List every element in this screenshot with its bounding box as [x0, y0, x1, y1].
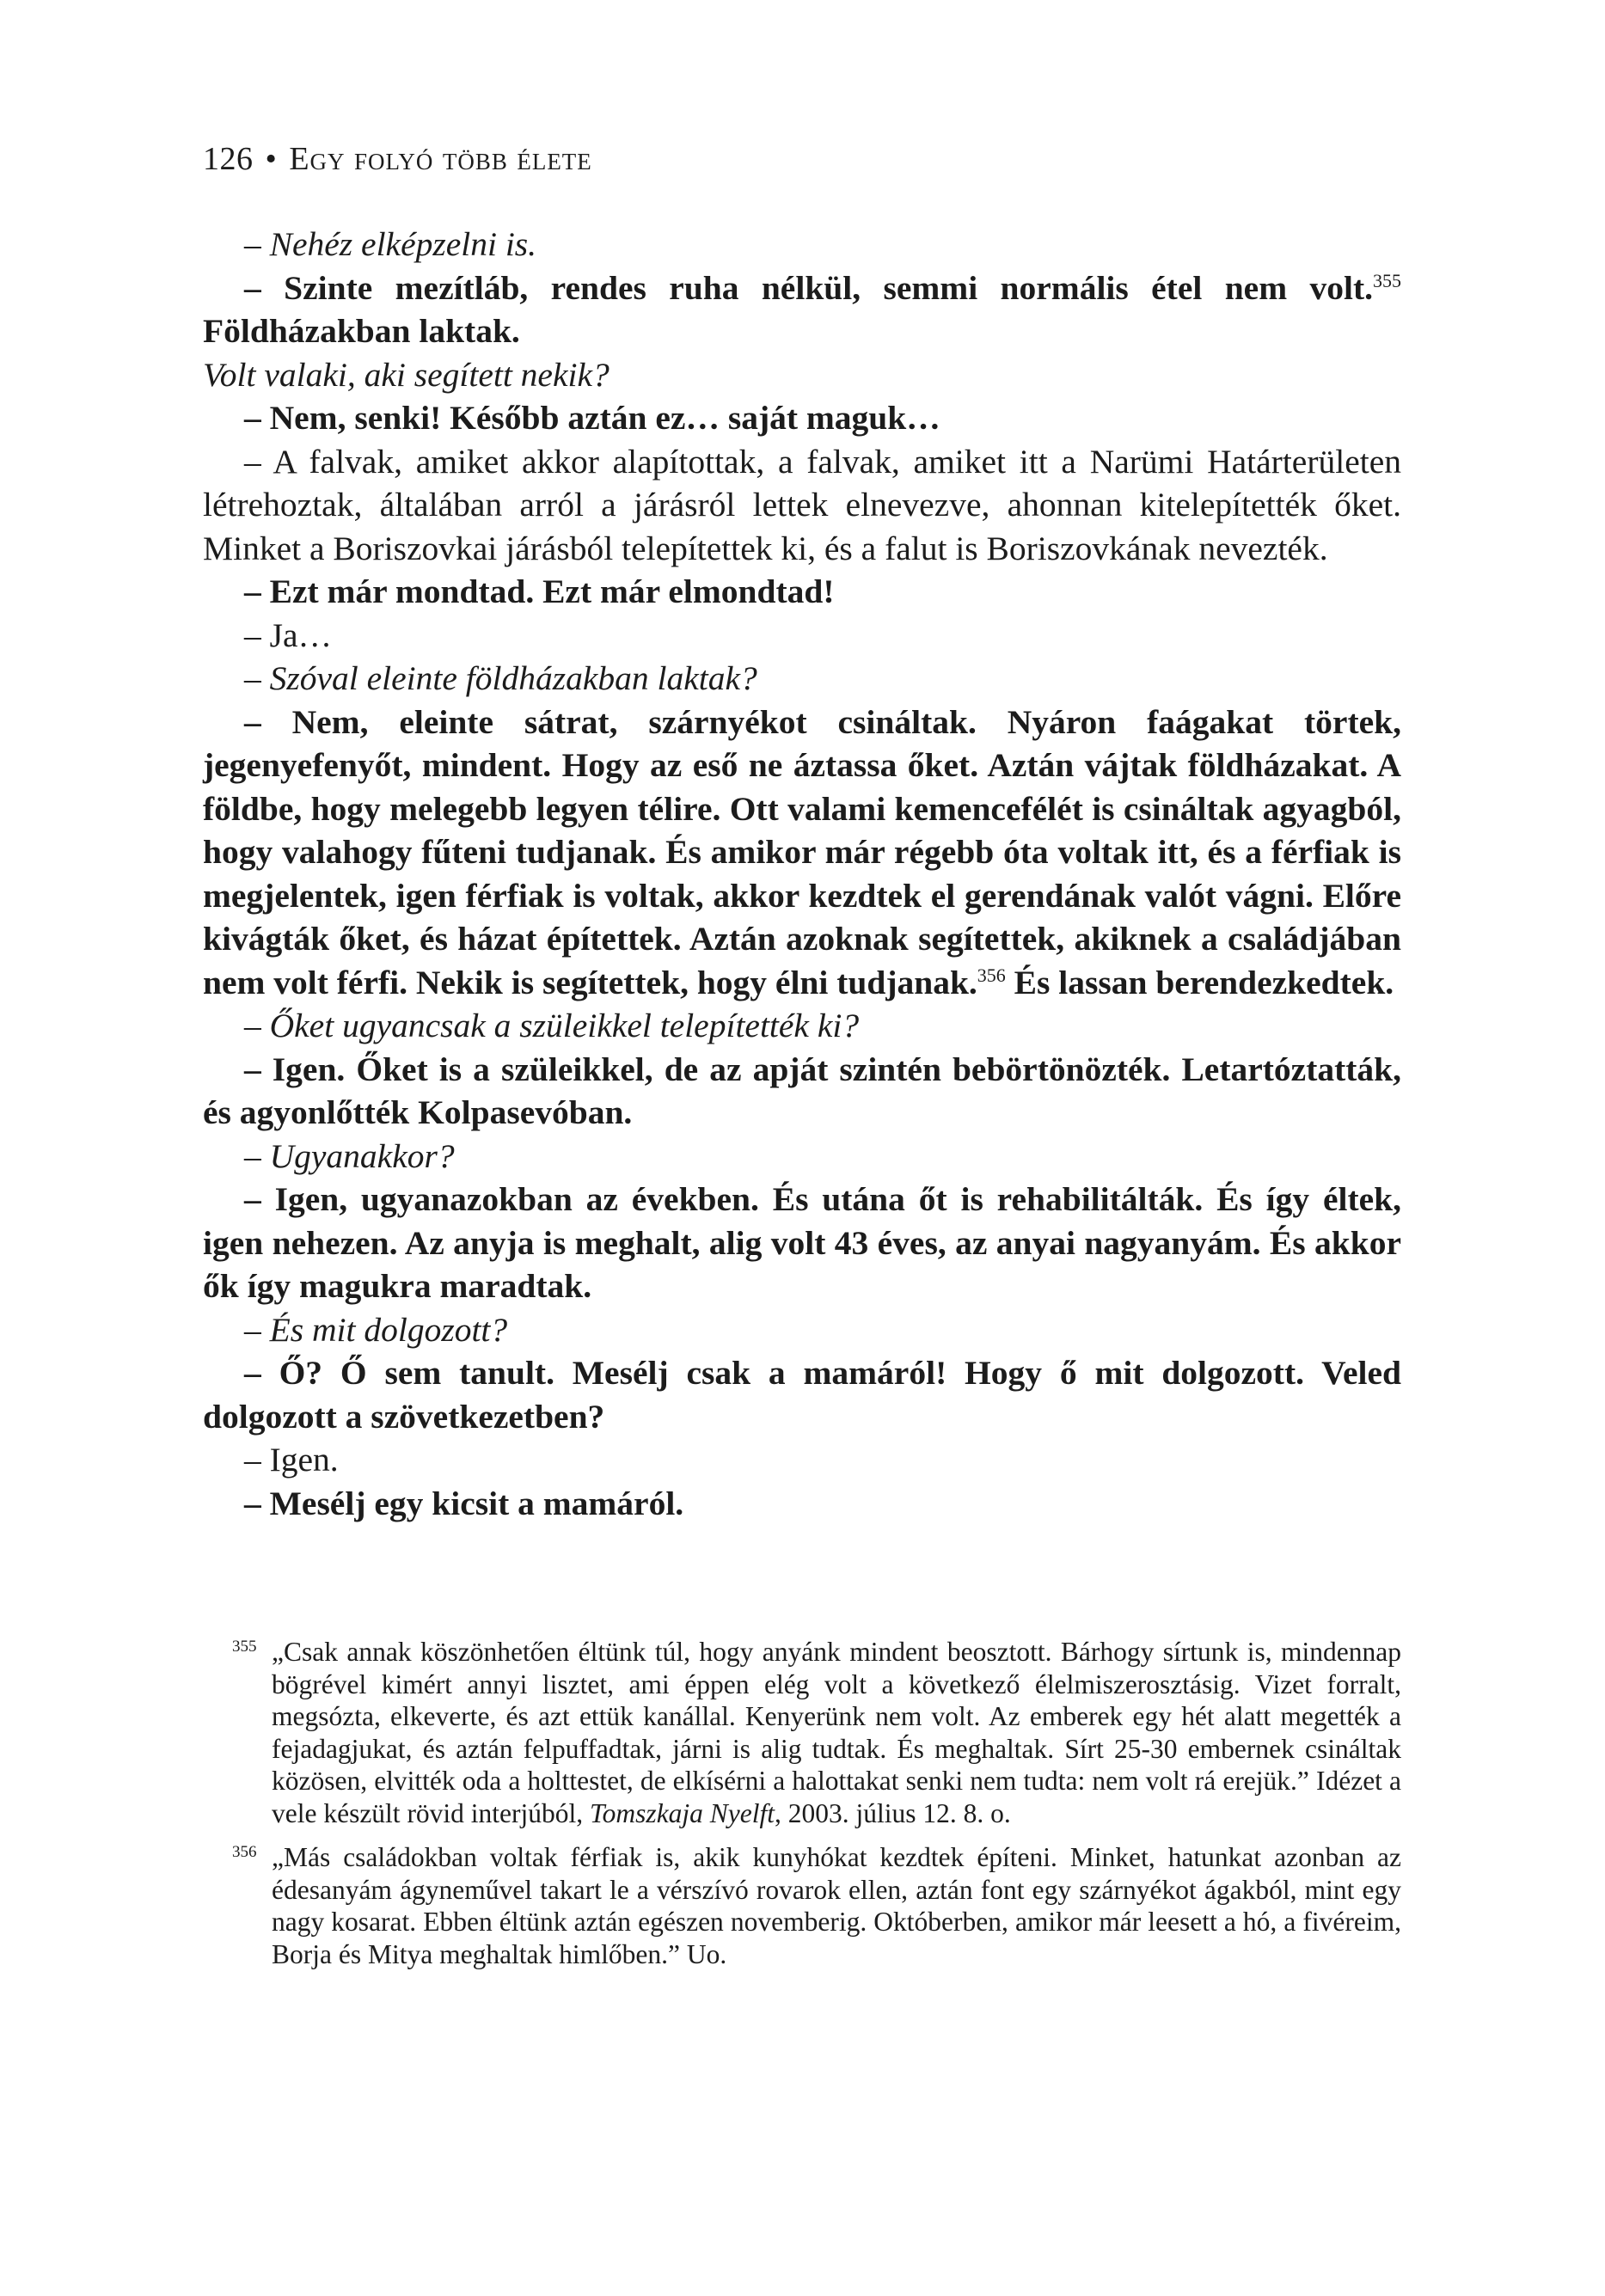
footnote-number: 355: [232, 1638, 257, 1656]
source-title: Tomszkaja Nyelft: [590, 1797, 775, 1828]
paragraph: – Szinte mezítláb, rendes ruha nélkül, semmi normális étel nem volt.$^{355}$ Földházakban laktak.: [203, 268, 1401, 350]
paragraph: – Ugyanakkor?: [244, 1136, 455, 1175]
main-text: [203, 223, 1401, 1525]
paragraph: – Nehéz elképzelni is.: [244, 225, 537, 263]
paragraph: – A falvak, amiket akkor alapítottak, a falvak, amiket itt a Narümi Határterületen létrehoztak, általában arról a járásról lettek elnevezve, ahonnan kitelepítették őket. Minket a Boriszovkai járásból telepítettek ki, és a falut is Boriszovkának nevezték.: [203, 442, 1401, 567]
paragraph: Volt valaki, aki segített nekik?: [203, 355, 610, 394]
page-number: 126: [203, 141, 254, 177]
paragraph: – Szóval eleinte földházakban laktak?: [244, 659, 757, 697]
paragraph: – Ő? Ő sem tanult. Mesélj csak a mamáról! Hogy ő mit dolgozott. Veled dolgozott a szövetkezetben?: [203, 1354, 1401, 1436]
paragraph: – Igen. Őket is a szüleikkel, de az apját szintén bebörtönözték. Letartóztatták, és agyonlőtték Kolpasevóban.: [203, 1050, 1401, 1131]
paragraph: – Nem, senki! Később aztán ez… saját maguk…: [244, 399, 940, 437]
footnote-number: 356: [232, 1843, 257, 1861]
paragraph: – Nem, eleinte sátrat, szárnyékot csináltak. Nyáron faágakat törtek, jegenyefenyőt, mindent. Hogy az eső ne áztassa őket. Aztán vájtak földházakat. A földbe, hogy melegebb legyen télire. Ott valami kemencefélét is csináltak agyagból, hogy valahogy fűteni tudjanak. És amikor már régebb óta voltak itt, és a férfiak is megjelentek, igen férfiak is voltak, akkor kezdtek el gerendának valót vágni. Előre kivágták őket, és házat építettek. Aztán azoknak segítettek, akiknek a családjában nem volt férfi. Nekik is segítettek, hogy élni tudjanak.$^{356}$ És lassan berendezkedtek.: [203, 702, 1401, 1001]
running-title: Egy folyó több élete: [289, 141, 592, 177]
paragraph: – Ezt már mondtad. Ezt már elmondtad!: [244, 572, 835, 610]
paragraph: – Igen, ugyanazokban az években. És utána őt is rehabilitálták. És így éltek, igen nehezen. Az anyja is meghalt, alig volt 43 éves, az anyai nagyanyám. És akkor ők így magukra maradtak.: [203, 1180, 1401, 1305]
running-header: [203, 138, 592, 181]
header-separator: •: [265, 141, 278, 177]
paragraph: – Igen.: [244, 1441, 339, 1479]
paragraph: – Őket ugyancsak a szüleikkel telepítették ki?: [244, 1007, 860, 1044]
footnote-ref-355[interactable]: 355: [1373, 269, 1401, 291]
paragraph: – És mit dolgozott?: [244, 1310, 508, 1349]
footnote-ref-356[interactable]: 356: [977, 964, 1006, 986]
footnotes: [232, 1636, 1401, 1982]
footnote-355: 355 „Csak annak köszönhetően éltünk túl, hogy anyánk mindent beosztott. Bárhogy sírtunk is, mindennap bögrével kimért annyi lisztet, ami éppen elég volt a következő élelmiszerosztásig. Vizet forralt, megsózta, elkeverte, és azt ettük kanállal. Kenyerünk nem volt. Az emberek egy hét alatt megették a fejadagjukat, és aztán felpuffadtak, járni is alig tudtak. És meghaltak. Sírt 25-30 embernek csináltak közösen, elvitték oda a holttestet, de elkísérni a halottakat senki nem tudta: nem volt rá erejük.” Idézet a vele készült rövid interjúból, Tomszkaja Nyelft, 2003. július 12. 8. o.: [232, 1637, 1401, 1828]
paragraph: – Ja…: [244, 615, 333, 654]
footnote-356: 356 „Más családokban voltak férfiak is, akik kunyhókat kezdtek építeni. Minket, hatunkat azonban az édesanyám ágyneművel takart le a vérszívó rovarok ellen, aztán font egy szárnyékot ágakból, mint egy nagy kosarat. Ebben éltünk aztán egészen novemberig. Októberben, amikor már leesett a hó, a fivéreim, Borja és Mitya meghaltak himlőben.” Uo.: [232, 1842, 1401, 1969]
paragraph: – Mesélj egy kicsit a mamáról.: [244, 1484, 684, 1522]
